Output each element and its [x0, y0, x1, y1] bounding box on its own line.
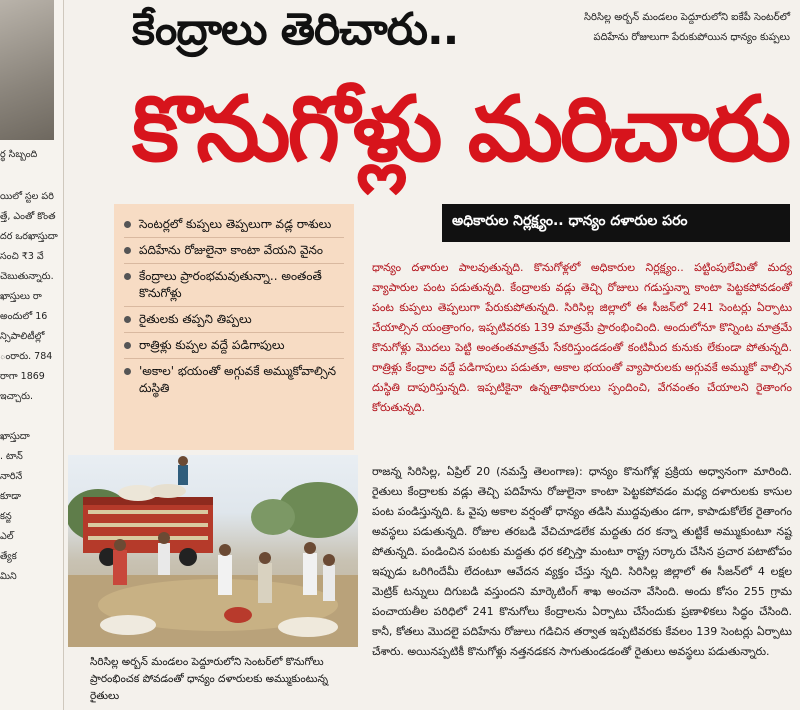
highlight-text: కేంద్రాలు ప్రారంభమవుతున్నా.. అంతంతే కొనుగోళ్లు [139, 269, 322, 300]
left-text-fragment: కూడా [0, 491, 21, 502]
headline-line-1: కేంద్రాలు తెరిచారు.. [132, 4, 459, 55]
left-text-fragment: ఎల్ [0, 531, 14, 542]
left-text-fragment: మిని [0, 571, 17, 582]
article-body: రాజన్న సిరిసిల్ల, ఏప్రిల్ 20 (నమస్తే తెలంగాణ): ధాన్యం కొనుగోళ్ల ప్రక్రియ అధ్వానంగా మారింది. రైతులు కేంద్రాలకు వడ్లు తెచ్చి పదిహేను రోజులైనా కాంటా పెట్టకపోవడం మధ్య దళారులకు కాసుల పంట పండిస్తున్నది. ఓ వైపు అకాల వర్షంతో ధాన్యం తడిసి ముద్దవుతుం డగా, కాపాడుకోలేక రైతాంగం అవస్థలు పడుతున్నది. రోజుల తరబడి వేచిచూడలేక మద్దతు దర కన్నా తుట్టికే అమ్ముకుంటూ నష్ట పోతున్నది. పండించిన పంటకు మద్దతు ధర కల్పిస్తా మంటూ రాష్ట్ర సర్కారు చేసిన ప్రచార పటాటోపం ఇప్పుడు ఒరిగిందేమీ లేదంటూ ఆవేదన వ్యక్తం చేస్తు న్నది. సిరిసిల్ల జిల్లాలో ఈ సీజన్‌లో 4 లక్షల మెట్రిక్ టన్నులు దిగుబడి వస్తుందని మార్కెటింగ్ శాఖ అంచనా వేసింది. అందు కోసం 255 గ్రామ పంచాయతీల పరిధిలో 241 కొనుగోలు కేంద్రాలను ఏర్పాటు చేసేందుకు ప్రణాళికలు సిద్ధం చేసింది. కానీ, కోతలు మొదలై పదిహేను రోజులు గడిచిన తర్వాత ఇప్పటివరకు కేవలం 139 సెంటర్లు ఏర్పాటు చేశారు. అయినప్పటికీ కొనుగోళ్లు నత్తనడకన సాగుతుండడంతో రైతులు అవస్థలు పడుతున్నారు. [372, 465, 792, 658]
left-photo-fragment [0, 0, 54, 140]
bullet-icon [124, 247, 131, 254]
left-text-fragment: త్యేక [0, 551, 17, 562]
bullet-icon [124, 273, 131, 280]
left-text-fragment: ఖాస్తుదా [0, 431, 30, 442]
highlight-item [124, 238, 344, 264]
bullet-icon [124, 316, 131, 323]
left-text-fragment: సంచి ₹3 వే [0, 251, 44, 262]
headline-line-2: కొనుగోళ్లు మరిచారు [132, 77, 789, 182]
photo-illustration [68, 455, 358, 647]
intro-paragraph: ధాన్యం దళారుల పాలవుతున్నది. కొనుగోళ్లలో అధికారుల నిర్లక్ష్యం.. పట్టింపులేమితో మద్య వ్యాపారుల పంట పడుతున్నది. కేంద్రాలకు వడ్లు తెచ్చి రోజులు గడుస్తున్నా కాంటా పెట్టకపోవడంతో పంట కుప్పలు తెప్పలుగా పేరుకుపోతున్నది. సిరిసిల్ల జిల్లాలో ఈ సీజన్‌లో 241 సెంటర్లు ఏర్పాటు చేయాల్సిన యంత్రాంగం, ఇప్పటివరకు 139 మాత్రమే ప్రారంభించింది. అందులోనూ కొన్నింట మాత్రమే కొనుగోళ్లు మొదలు పెట్టి అంతంతమాత్రమే సేకరిస్తుండడంతో కంటిమీద కునుకు లేకుండా పోతున్నది. రాత్రిళ్లు కేంద్రాల వద్దే పడిగాపులు పడుతూ, అకాల భయంతో వ్యాపారులకు అగ్గువకే అమ్ముకో వాల్సిన దుస్థితి దాపురిస్తున్నది. ఇప్పటికైనా ఉన్నతాధికారులు స్పందించి, వేగవంతం చేయాలని రైతాంగం కోరుతున్నది. [372, 261, 792, 414]
bullet-icon [124, 342, 131, 349]
photo-caption: సిరిసిల్ల అర్బన్ మండలం పెద్దూరులోని సెంటర్‌లో కొనుగోలు ప్రారంభించక పోవడంతో ధాన్యం దళారులకు అమ్ముకుంటున్న రైతులు [90, 656, 328, 702]
highlight-item [124, 212, 344, 238]
highlight-text: 'అకాల' భయంతో అగ్గువకే అమ్ముకోవాల్సిన దుస్థితి [139, 364, 337, 395]
left-text-fragment: త్తే, ఎంతో కొంత [0, 211, 56, 222]
left-text-fragment: ర్ధ సిబ్బంది [0, 149, 38, 160]
left-text-fragment: అందులో 16 [0, 311, 48, 322]
highlight-text: రైతులకు తప్పని తిప్పలు [139, 312, 252, 326]
left-text-fragment: న్సిపాలిటీల్లో [0, 331, 45, 342]
left-text-fragment: చెబుతున్నారు. [0, 271, 54, 282]
left-text-fragment: యిలో స్టల పరి [0, 191, 54, 202]
left-text-fragment: . టాన్ [0, 451, 23, 462]
bullet-icon [124, 221, 131, 228]
left-text-fragment: ఇచ్చారు. [0, 391, 34, 402]
highlight-item [124, 359, 344, 401]
left-text-fragment: దర ఒరఖాస్తుదా [0, 231, 58, 242]
left-text-fragment: ంరారు. 784 [0, 351, 53, 362]
highlight-item [124, 264, 344, 307]
highlight-item [124, 307, 344, 333]
left-text-fragment: నారినే [0, 471, 23, 482]
left-text-fragment: రాగా 1869 [0, 371, 45, 382]
highlight-text: రాత్రిళ్లు కుప్పల వద్దే పడిగాపులు [139, 338, 285, 352]
left-text-fragment: ఖాస్తులు రా [0, 291, 42, 302]
highlight-item [124, 333, 344, 359]
news-photo [68, 455, 358, 647]
headline-deck: సిరిసిల్ల అర్బన్ మండలం పెద్దూరులోని ఐకేపీ సెంటర్‌లో పదిహేను రోజులుగా పేరుకుపోయిన ధాన్యం కుప్పలు [584, 12, 790, 43]
subhead-bar: అధికారుల నిర్లక్ష్యం.. ధాన్యం దళారుల పరం [442, 204, 790, 242]
left-column-clipped [0, 0, 64, 710]
highlight-text: పదిహేను రోజులైనా కాంటా వేయని వైనం [139, 243, 323, 257]
highlight-text: సెంటర్లలో కుప్పలు తెప్పలుగా వడ్ల రాశులు [139, 217, 332, 231]
bullet-icon [124, 368, 131, 375]
left-text-fragment: కన్జ [0, 511, 12, 522]
highlights-box [114, 204, 354, 450]
